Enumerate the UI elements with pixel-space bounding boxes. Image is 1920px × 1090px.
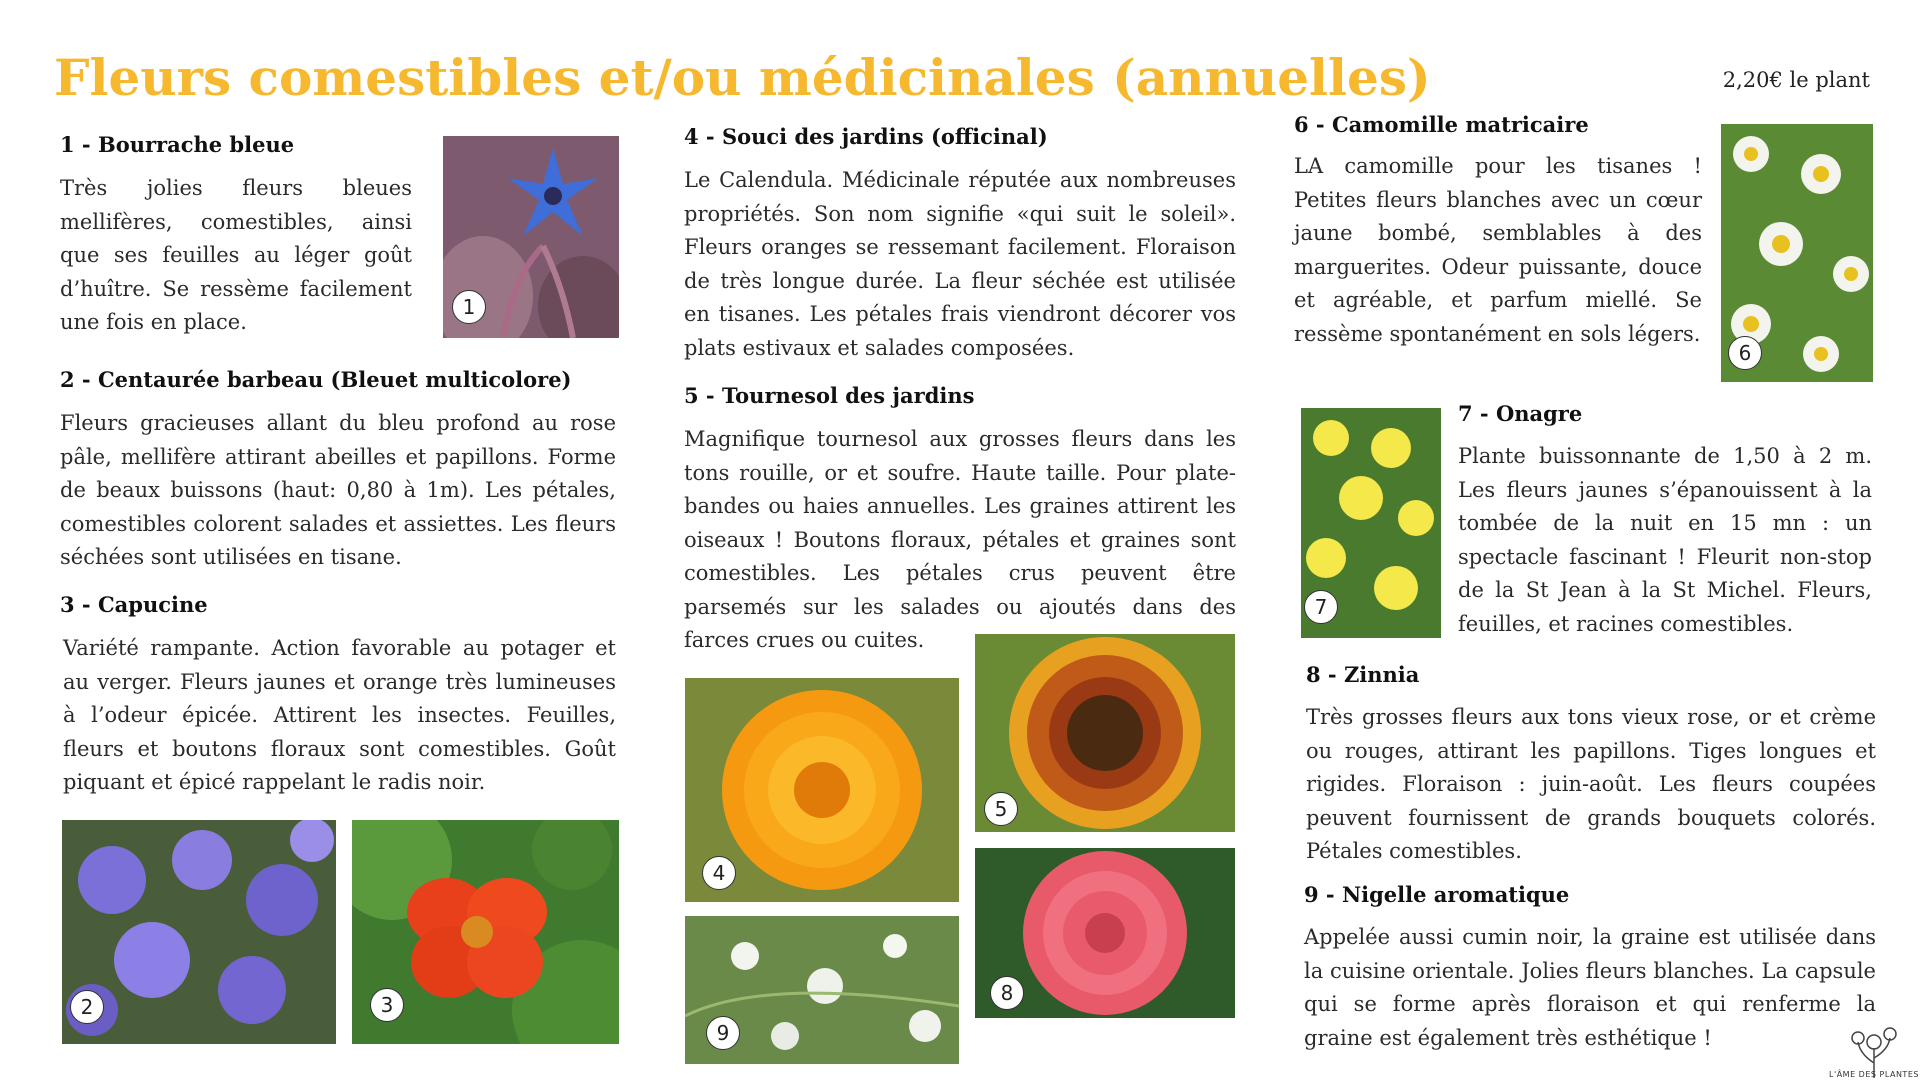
photo-number-5: 5 <box>984 792 1018 826</box>
photo-number-2: 2 <box>70 990 104 1024</box>
plant-text-1: Très jolies fleurs bleues mellifères, comestibles, ainsi que ses feuilles au léger goût d’huître. Se ressème facilement une fois en place. <box>60 176 412 334</box>
plant-heading-7: 7 - Onagre <box>1458 401 1583 426</box>
plant-heading-4: 4 - Souci des jardins (officinal) <box>684 124 1048 149</box>
photo-number-7: 7 <box>1304 590 1338 624</box>
plant-text-3: Variété rampante. Action favorable au potager et au verger. Fleurs jaunes et orange très lumineuses à l’odeur épicée. Attirent les insectes. Feuilles, fleurs et boutons floraux sont comestibles. Goût piquant et épicé rappelant le radis noir. <box>63 636 616 794</box>
photo-number-4: 4 <box>702 856 736 890</box>
plant-text-6: LA camomille pour les tisanes ! Petites fleurs blanches avec un cœur jaune bombé, semblables à des marguerites. Odeur puissante, douce et agréable, et parfum miellé. Se ressème spontanément en sols légers. <box>1294 154 1702 346</box>
plant-heading-5: 5 - Tournesol des jardins <box>684 383 975 408</box>
plant-heading-1: 1 - Bourrache bleue <box>60 132 295 157</box>
plant-text-2: Fleurs gracieuses allant du bleu profond au rose pâle, mellifère attirant abeilles et papillons. Forme de beaux buissons (haut: 0,80 à 1m). Les pétales, comestibles colorent salades et assiettes. Les fleurs séchées sont utilisées en tisane. <box>60 411 616 569</box>
brand-logo-icon <box>1838 1018 1910 1090</box>
price-label: 2,20€ le plant <box>1722 68 1870 92</box>
plant-text-9: Appelée aussi cumin noir, la graine est utilisée dans la cuisine orientale. Jolies fleurs blanches. La capsule qui se forme après floraison et qui renferme la graine est également très esthétique ! <box>1304 925 1876 1050</box>
photo-number-9: 9 <box>706 1016 740 1050</box>
plant-heading-8: 8 - Zinnia <box>1306 662 1420 687</box>
plant-heading-2: 2 - Centaurée barbeau (Bleuet multicolore) <box>60 367 572 392</box>
plant-heading-9: 9 - Nigelle aromatique <box>1304 882 1570 907</box>
plant-text-8: Très grosses fleurs aux tons vieux rose, or et crème ou rouges, attirant les papillons. Tiges longues et rigides. Floraison : juin-août. Les fleurs coupées peuvent fournissent de grands bouquets colorés. Pétales comestibles. <box>1306 705 1876 863</box>
plant-heading-6: 6 - Camomille matricaire <box>1294 112 1589 137</box>
photo-number-8: 8 <box>990 976 1024 1010</box>
plant-heading-3: 3 - Capucine <box>60 592 208 617</box>
plant-text-4: Le Calendula. Médicinale réputée aux nombreuses propriétés. Son nom signifie «qui suit le soleil». Fleurs oranges se ressemant facilement. Floraison de très longue durée. La fleur séchée est utilisée en tisanes. Les pétales frais viendront décorer vos plats estivaux et salades composées. <box>684 168 1236 360</box>
photo-number-3: 3 <box>370 988 404 1022</box>
photo-number-6: 6 <box>1728 336 1762 370</box>
plant-text-5: Magnifique tournesol aux grosses fleurs dans les tons rouille, or et soufre. Haute taille. Pour plate-bandes ou haies annuelles. Les graines attirent les oiseaux ! Boutons floraux, pétales et graines sont comestibles. Les pétales crus peuvent être parsemés sur les salades ou ajoutés dans des farces crues ou cuites. <box>684 427 1236 652</box>
plant-text-7: Plante buissonnante de 1,50 à 2 m. Les fleurs jaunes s’épanouissent à la tombée de la nuit en 15 mn : un spectacle fascinant ! Fleurit non-stop de la St Jean à la St Michel. Fleurs, feuilles, et racines comestibles. <box>1458 444 1872 636</box>
brand-logo-text: L'ÂME DES PLANTES <box>1829 1070 1919 1079</box>
page-title: Fleurs comestibles et/ou médicinales (annuelles) <box>54 48 1431 107</box>
photo-number-1: 1 <box>452 290 486 324</box>
